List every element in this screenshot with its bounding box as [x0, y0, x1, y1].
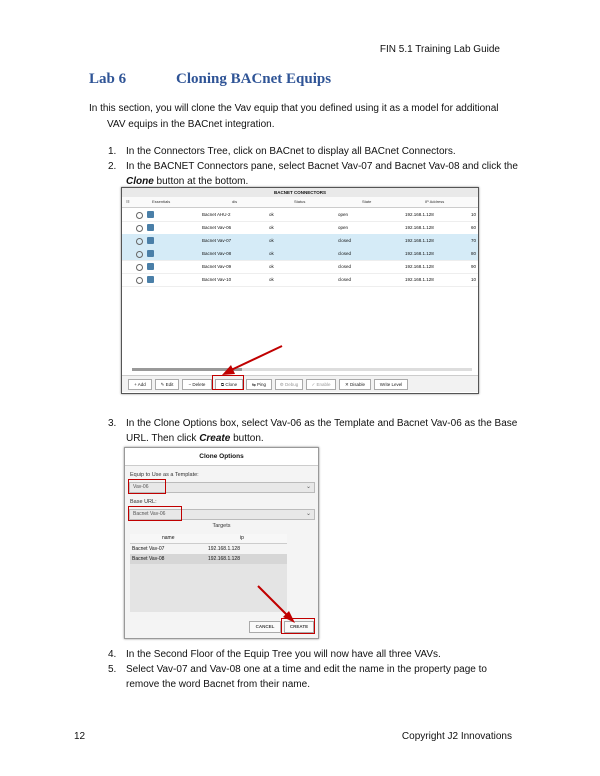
step-number: 3.: [108, 418, 117, 429]
running-header: FIN 5.1 Training Lab Guide: [379, 44, 500, 55]
row-ip: 192.168.1.128: [405, 277, 434, 282]
table-row[interactable]: [122, 221, 478, 235]
arrow-icon: [255, 583, 300, 625]
bacnet-connectors-screenshot: [121, 187, 479, 394]
row-extra: 10: [471, 212, 477, 217]
row-status: ok: [269, 212, 274, 217]
equip-icon: [147, 263, 154, 270]
intro-line-1: In this section, you will clone the Vav equip that you defined using it as a model for additional: [89, 103, 499, 114]
row-status: ok: [269, 238, 274, 243]
row-state: open: [338, 225, 349, 230]
delete-button[interactable]: − Delete: [182, 379, 212, 390]
chevron-down-icon: ⌄: [305, 484, 311, 490]
row-state: closed: [338, 238, 352, 243]
row-status: ok: [269, 251, 274, 256]
base-url-highlight-box: [128, 506, 182, 521]
disable-button[interactable]: ✕ Disable: [339, 379, 371, 390]
connectors-table-header: [122, 197, 478, 208]
col-essentials: Essentials: [152, 199, 171, 204]
equip-icon: [147, 224, 154, 231]
step-1: [108, 144, 528, 159]
target-ip: 192.168.1.128: [208, 556, 240, 562]
table-row[interactable]: [122, 208, 478, 222]
base-url-value: Bacnet Vav-06: [133, 511, 166, 517]
row-extra: 90: [471, 264, 477, 269]
intro-paragraph: [89, 101, 509, 133]
equip-icon: [147, 250, 154, 257]
step-text: In the Second Floor of the Equip Tree you will now have all three VAVs.: [126, 649, 441, 660]
table-row[interactable]: [122, 260, 478, 274]
table-row[interactable]: [122, 273, 478, 287]
row-state: closed: [338, 264, 352, 269]
equip-icon: [147, 211, 154, 218]
targets-header: [130, 534, 287, 544]
table-row-selected[interactable]: [122, 234, 478, 248]
step-3: [108, 416, 528, 446]
step-number: 4.: [108, 649, 117, 660]
intro-line-2: VAV equips in the BACnet integration.: [107, 119, 275, 130]
target-name: Bacnet Vav-07: [132, 546, 165, 552]
add-button[interactable]: + Add: [128, 379, 152, 390]
row-status: ok: [269, 264, 274, 269]
clone-button[interactable]: ⧉ Clone: [215, 379, 243, 390]
row-dis: Bacnet AHU-2: [202, 212, 231, 217]
info-icon[interactable]: [136, 238, 143, 245]
table-row-selected[interactable]: [122, 247, 478, 261]
row-state: closed: [338, 251, 352, 256]
step-text-rest: button.: [230, 433, 264, 444]
col-name: name: [162, 535, 175, 541]
step-text: Select Vav-07 and Vav-08 one at a time and edit the name in the property page to: [126, 664, 487, 675]
row-ip: 192.168.1.128: [405, 212, 434, 217]
row-ip: 192.168.1.128: [405, 264, 434, 269]
step-text-rest: button at the bottom.: [153, 176, 249, 187]
row-dis: Bacnet Vav-08: [202, 251, 232, 256]
row-extra: 10: [471, 277, 477, 282]
arrow-icon: [217, 343, 287, 378]
target-ip: 192.168.1.128: [208, 546, 240, 552]
grid-icon: ☷: [126, 199, 130, 204]
info-icon[interactable]: [136, 251, 143, 258]
target-name: Bacnet Vav-08: [132, 556, 165, 562]
row-dis: Bacnet Vav-09: [202, 264, 232, 269]
debug-button[interactable]: ⚙ Debug: [275, 379, 303, 390]
create-emphasis: Create: [199, 433, 231, 444]
dialog-title: Clone Options: [125, 448, 318, 466]
create-button[interactable]: CREATE: [284, 621, 314, 633]
template-label: Equip to Use as a Template:: [130, 472, 199, 478]
col-ip: ip: [240, 535, 244, 541]
row-status: ok: [269, 225, 274, 230]
enable-button[interactable]: ✓ Enable: [306, 379, 336, 390]
chevron-down-icon: ⌄: [305, 511, 311, 517]
col-state: State: [362, 199, 372, 204]
info-icon[interactable]: [136, 277, 143, 284]
row-ip: 192.168.1.128: [405, 238, 434, 243]
info-icon[interactable]: [136, 264, 143, 271]
row-status: ok: [269, 277, 274, 282]
col-status: Status: [294, 199, 306, 204]
step-text: In the BACNET Connectors pane, select Bacnet Vav-07 and Bacnet Vav-08 and click the: [126, 161, 518, 172]
row-dis: Bacnet Vav-10: [202, 277, 232, 282]
step-number: 2.: [108, 161, 117, 172]
clone-emphasis: Clone: [126, 176, 154, 187]
info-icon[interactable]: [136, 225, 143, 232]
page-number: 12: [74, 731, 86, 742]
row-state: open: [338, 212, 349, 217]
copyright: Copyright J2 Innovations: [401, 731, 512, 742]
step-text-line-2: [126, 431, 264, 446]
step-text: In the Connectors Tree, click on BACnet to display all BACnet Connectors.: [126, 146, 456, 157]
targets-label: Targets: [212, 523, 231, 529]
row-dis: Bacnet Vav-07: [202, 238, 232, 243]
lab-title: Cloning BACnet Equips: [176, 71, 332, 87]
row-extra: 70: [471, 238, 477, 243]
horizontal-scrollbar[interactable]: [132, 368, 472, 371]
step-number: 5.: [108, 664, 117, 675]
row-dis: Bacnet Vav-06: [202, 225, 232, 230]
row-extra: 80: [471, 251, 477, 256]
connectors-toolbar: [122, 375, 478, 392]
col-dis: dis: [232, 199, 238, 204]
step-2: [108, 159, 528, 189]
row-ip: 192.168.1.128: [405, 251, 434, 256]
step-text: In the Clone Options box, select Vav-06 as the Template and Bacnet Vav-06 as the Base: [126, 418, 518, 429]
step-number: 1.: [108, 146, 117, 157]
ping-button[interactable]: ⇆ Ping: [246, 379, 272, 390]
write-level-button[interactable]: Write Level: [374, 379, 408, 390]
equip-icon: [147, 276, 154, 283]
step-text-line-2: remove the word Bacnet from their name.: [126, 679, 310, 690]
row-extra: 60: [471, 225, 477, 230]
lab-number: Lab 6: [89, 71, 127, 87]
step-4: [108, 647, 528, 662]
step-text-pre: URL. Then click: [126, 433, 200, 444]
row-state: closed: [338, 277, 352, 282]
info-icon[interactable]: [136, 212, 143, 219]
template-value: Vav-06: [133, 484, 149, 490]
step-5: [108, 662, 528, 692]
col-ip-address: IP Address: [425, 199, 445, 204]
template-highlight-box: [128, 479, 166, 494]
table-row[interactable]: [130, 554, 287, 564]
equip-icon: [147, 237, 154, 244]
base-url-label: Base URL:: [130, 499, 157, 505]
row-ip: 192.168.1.128: [405, 225, 434, 230]
cancel-button[interactable]: CANCEL: [249, 621, 281, 633]
connectors-pane-title: BACNET CONNECTORS: [122, 188, 478, 198]
table-row[interactable]: [130, 544, 287, 554]
edit-button[interactable]: ✎ Edit: [155, 379, 179, 390]
clone-options-dialog: [124, 447, 319, 639]
